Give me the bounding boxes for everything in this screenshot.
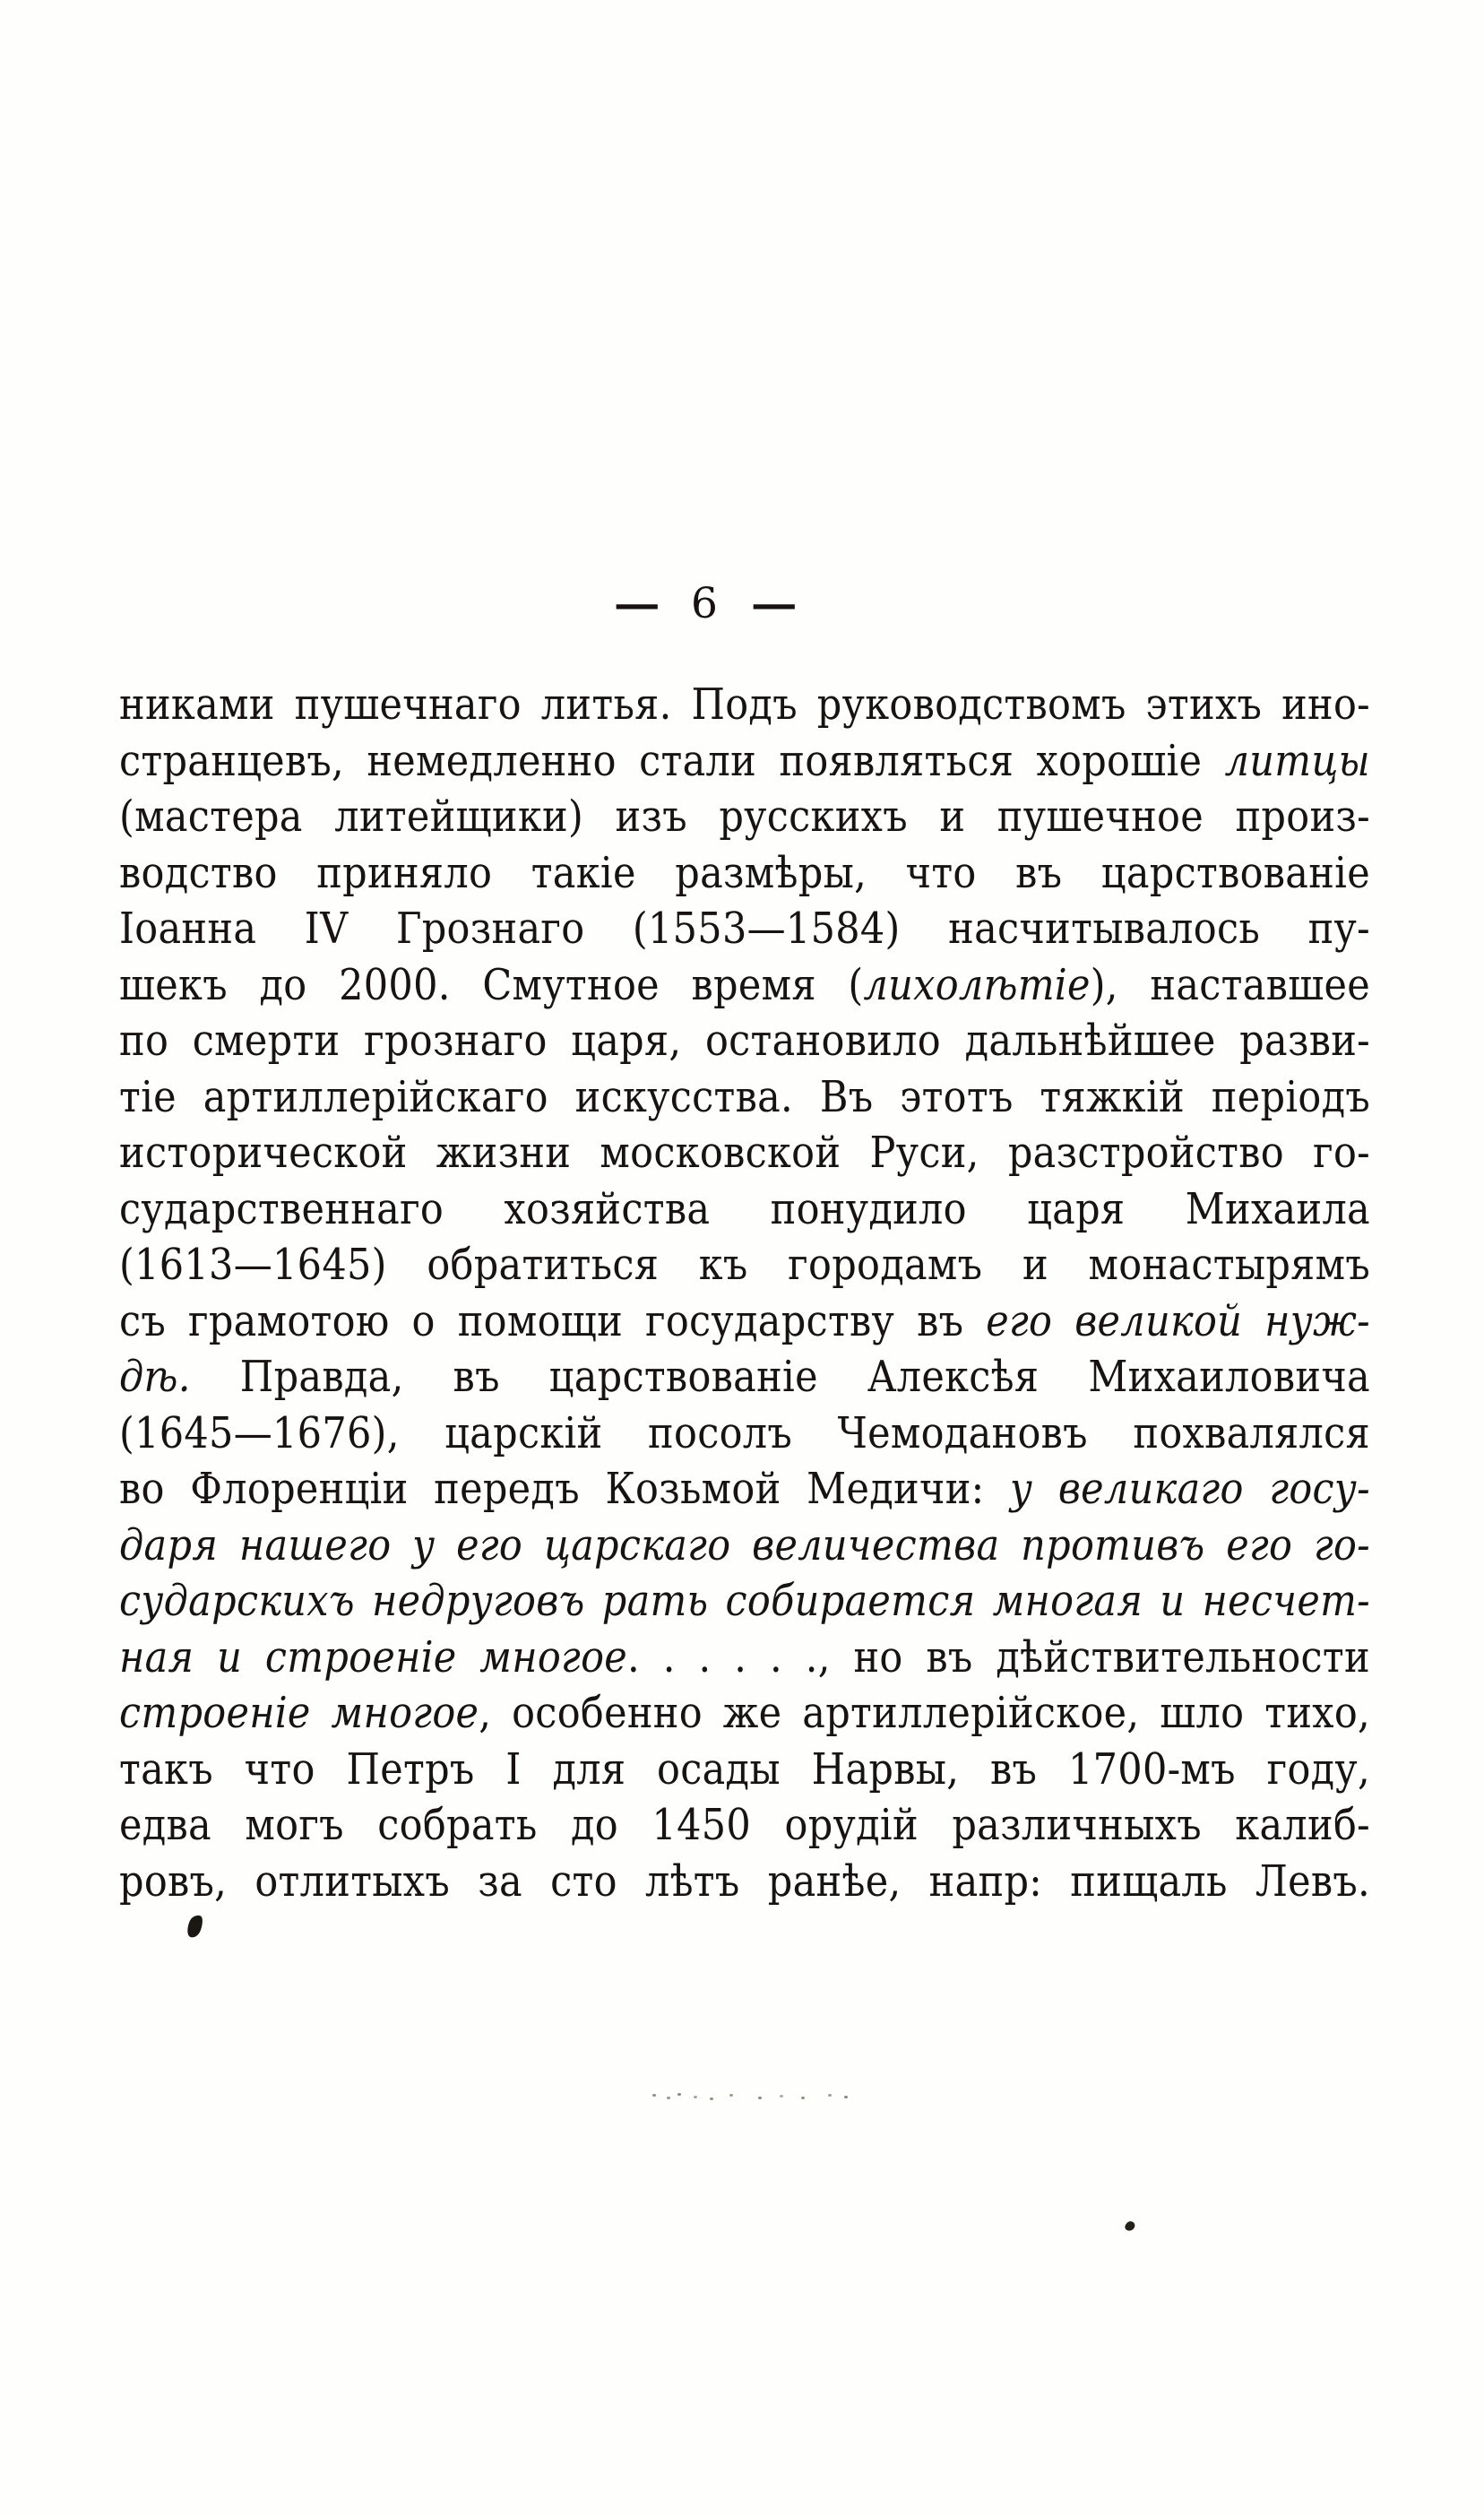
text-segment: едва могъ собрать до 1450 орудій различныхъ калиб- xyxy=(119,1800,1370,1850)
text-segment: ), наставшее xyxy=(1090,960,1370,1010)
text-line xyxy=(119,674,1370,736)
page-number-dash-left: — xyxy=(613,580,659,627)
text-line xyxy=(119,731,1370,792)
text-line xyxy=(119,1067,1370,1129)
text-segment: (мастера литейщики) изъ русскихъ и пушечное произ- xyxy=(119,791,1370,842)
text-line xyxy=(119,1458,1370,1520)
ink-speck xyxy=(1124,2219,1136,2232)
text-line xyxy=(119,1234,1370,1296)
text-segment-italic: лихолѣтіе xyxy=(863,960,1091,1010)
text-segment: съ грамотою о помощи государству въ xyxy=(119,1296,987,1346)
text-line xyxy=(119,1346,1370,1408)
text-line xyxy=(119,1739,1370,1801)
text-segment-italic: ная и строеніе многое xyxy=(119,1632,628,1682)
text-segment: во Флоренціи передъ Козьмой Медичи: xyxy=(119,1464,1011,1514)
paragraph-text xyxy=(119,678,1370,1910)
page-number xyxy=(613,579,796,629)
page-number-dash-right: — xyxy=(750,580,796,627)
text-line xyxy=(119,1515,1370,1577)
page-number-value: 6 xyxy=(691,579,718,628)
text-line xyxy=(119,786,1370,848)
text-segment: Правда, въ царствованіе Алексѣя Михаиловича xyxy=(190,1352,1370,1402)
text-segment-italic: его великой нуж- xyxy=(986,1296,1370,1346)
text-segment: Іоанна IV Грознаго (1553—1584) насчитывалось пу- xyxy=(119,904,1370,954)
text-segment: (1645—1676), царскій посолъ Чемодановъ похвалялся xyxy=(119,1408,1370,1458)
text-line xyxy=(119,1179,1370,1241)
text-line xyxy=(119,1682,1370,1744)
text-segment: , особенно же артиллерійское, шло тихо, xyxy=(479,1688,1370,1738)
text-segment: ровъ, отлитыхъ за сто лѣтъ ранѣе, напр: пищаль Левъ. xyxy=(119,1856,1370,1907)
text-segment-italic: строеніе многое xyxy=(119,1688,479,1738)
text-line xyxy=(119,1851,1370,1913)
text-segment: такъ что Петръ I для осады Нарвы, въ 1700-мъ году, xyxy=(119,1744,1370,1795)
text-segment-italic: у великаго госу- xyxy=(1010,1464,1370,1514)
text-line xyxy=(119,1010,1370,1072)
text-line xyxy=(119,1795,1370,1856)
text-segment: сударственнаго хозяйства понудило царя Михаила xyxy=(119,1184,1370,1234)
text-segment-italic: дѣ. xyxy=(119,1352,191,1402)
text-segment: водство приняло такіе размѣры, что въ царствованіе xyxy=(119,848,1370,898)
text-segment: тіе артиллерійскаго искусства. Въ этотъ тяжкій періодъ xyxy=(119,1072,1370,1122)
text-segment-italic: литцы xyxy=(1224,736,1370,786)
text-segment: никами пушечнаго литья. Подъ руководствомъ этихъ ино- xyxy=(119,679,1370,730)
text-line xyxy=(119,1403,1370,1465)
text-line xyxy=(119,1627,1370,1689)
text-segment: шекъ до 2000. Смутное время ( xyxy=(119,960,864,1010)
text-line xyxy=(119,1570,1370,1632)
text-line xyxy=(119,898,1370,960)
text-line xyxy=(119,955,1370,1016)
text-line xyxy=(119,1291,1370,1353)
text-line xyxy=(119,1122,1370,1184)
text-segment: странцевъ, немедленно стали появляться хорошіе xyxy=(119,736,1225,786)
ink-blot xyxy=(185,1913,205,1940)
text-segment: исторической жизни московской Руси, разстройство го- xyxy=(119,1128,1370,1178)
text-segment: по смерти грознаго царя, остановило дальнѣйшее разви- xyxy=(119,1016,1370,1066)
ink-smudge-dots xyxy=(652,2094,656,2097)
text-segment: (1613—1645) обратиться къ городамъ и монастырямъ xyxy=(119,1240,1370,1290)
text-segment: . . . . . ., но въ дѣйствительности xyxy=(627,1632,1370,1682)
text-line xyxy=(119,843,1370,904)
text-segment-italic: сударскихъ недруговъ рать собирается многая и несчет- xyxy=(119,1576,1370,1626)
text-segment-italic: даря нашего у его царскаго величества противъ его го- xyxy=(119,1520,1370,1570)
